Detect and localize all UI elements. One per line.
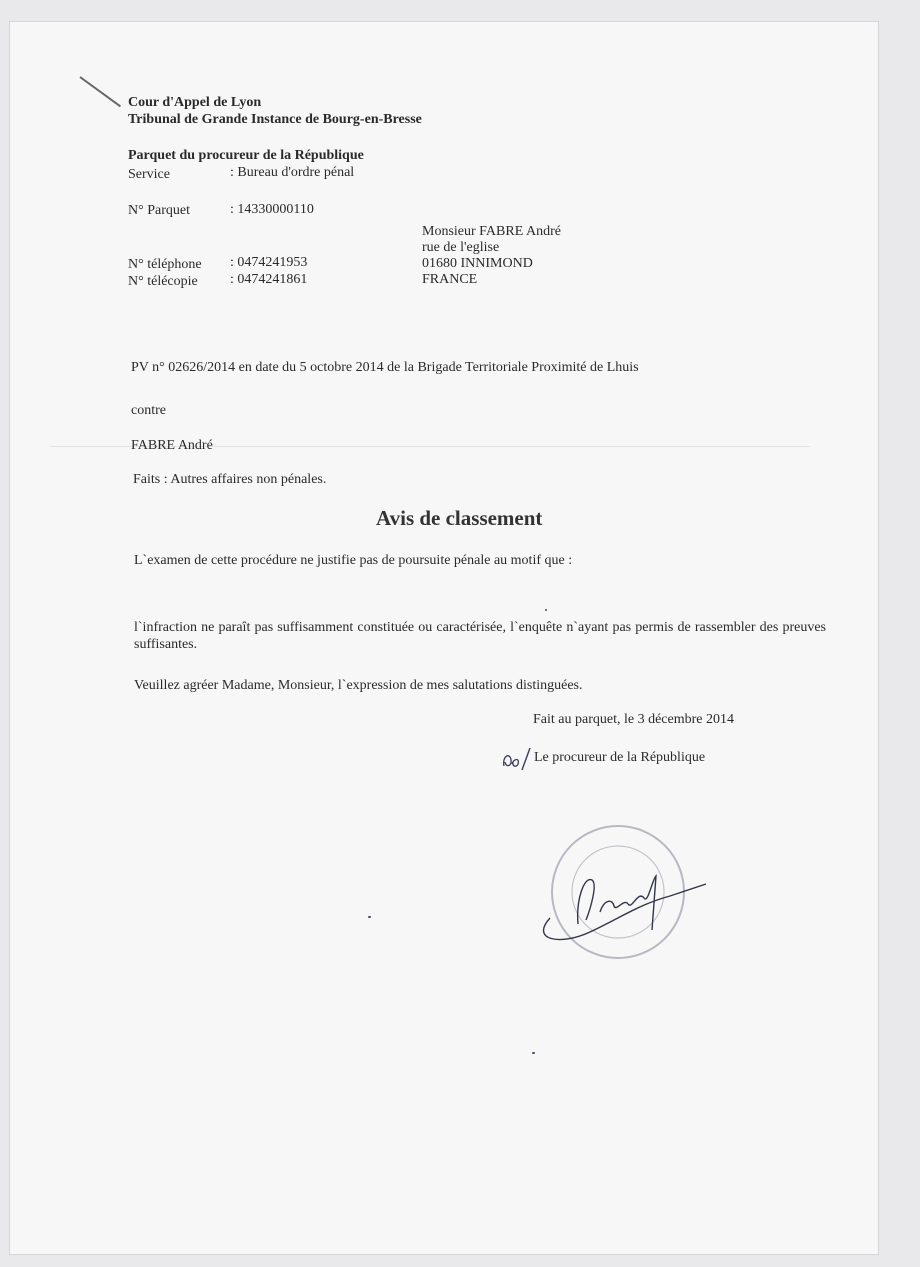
recipient-name: Monsieur FABRE André bbox=[422, 224, 561, 239]
parquet-number-label: N° Parquet bbox=[128, 203, 190, 218]
place-date-line: Fait au parquet, le 3 décembre 2014 bbox=[533, 712, 734, 727]
service-label: Service bbox=[128, 167, 170, 182]
scan-speck bbox=[545, 609, 547, 611]
fax-value: : 0474241861 bbox=[230, 272, 308, 287]
court-name: Cour d'Appel de Lyon bbox=[128, 95, 262, 110]
scan-speck bbox=[532, 1052, 535, 1054]
faits-line: Faits : Autres affaires non pénales. bbox=[133, 472, 327, 487]
examination-line: L`examen de cette procédure ne justifie pas de poursuite pénale au motif que : bbox=[134, 553, 573, 568]
tribunal-name: Tribunal de Grande Instance de Bourg-en-Bresse bbox=[128, 112, 422, 127]
official-seal bbox=[520, 820, 710, 970]
initials-mark bbox=[498, 744, 534, 774]
service-value: : Bureau d'ordre pénal bbox=[230, 165, 355, 180]
closing-line: Veuillez agréer Madame, Monsieur, l`expression de mes salutations distinguées. bbox=[134, 678, 583, 693]
pv-reference: PV n° 02626/2014 en date du 5 octobre 2014 de la Brigade Territoriale Proximité de Lhuis bbox=[131, 360, 639, 375]
phone-label: N° téléphone bbox=[128, 257, 202, 272]
contre-label: contre bbox=[131, 403, 166, 418]
parquet-heading: Parquet du procureur de la République bbox=[128, 148, 364, 163]
parquet-number-value: : 14330000110 bbox=[230, 202, 314, 217]
recipient-city: 01680 INNIMOND bbox=[422, 256, 533, 271]
scan-speck bbox=[368, 916, 371, 918]
recipient-street: rue de l'eglise bbox=[422, 240, 500, 255]
document-title: Avis de classement bbox=[376, 506, 543, 530]
fax-label: N° télécopie bbox=[128, 274, 198, 289]
accused-name: FABRE André bbox=[131, 438, 213, 453]
phone-value: : 0474241953 bbox=[230, 255, 308, 270]
motif-paragraph: l`infraction ne paraît pas suffisamment constituée ou caractérisée, l`enquête n`ayant pas permis de rassembler des preuves suffisantes. bbox=[134, 620, 826, 652]
signer-title: Le procureur de la République bbox=[534, 750, 706, 765]
recipient-country: FRANCE bbox=[422, 272, 478, 287]
